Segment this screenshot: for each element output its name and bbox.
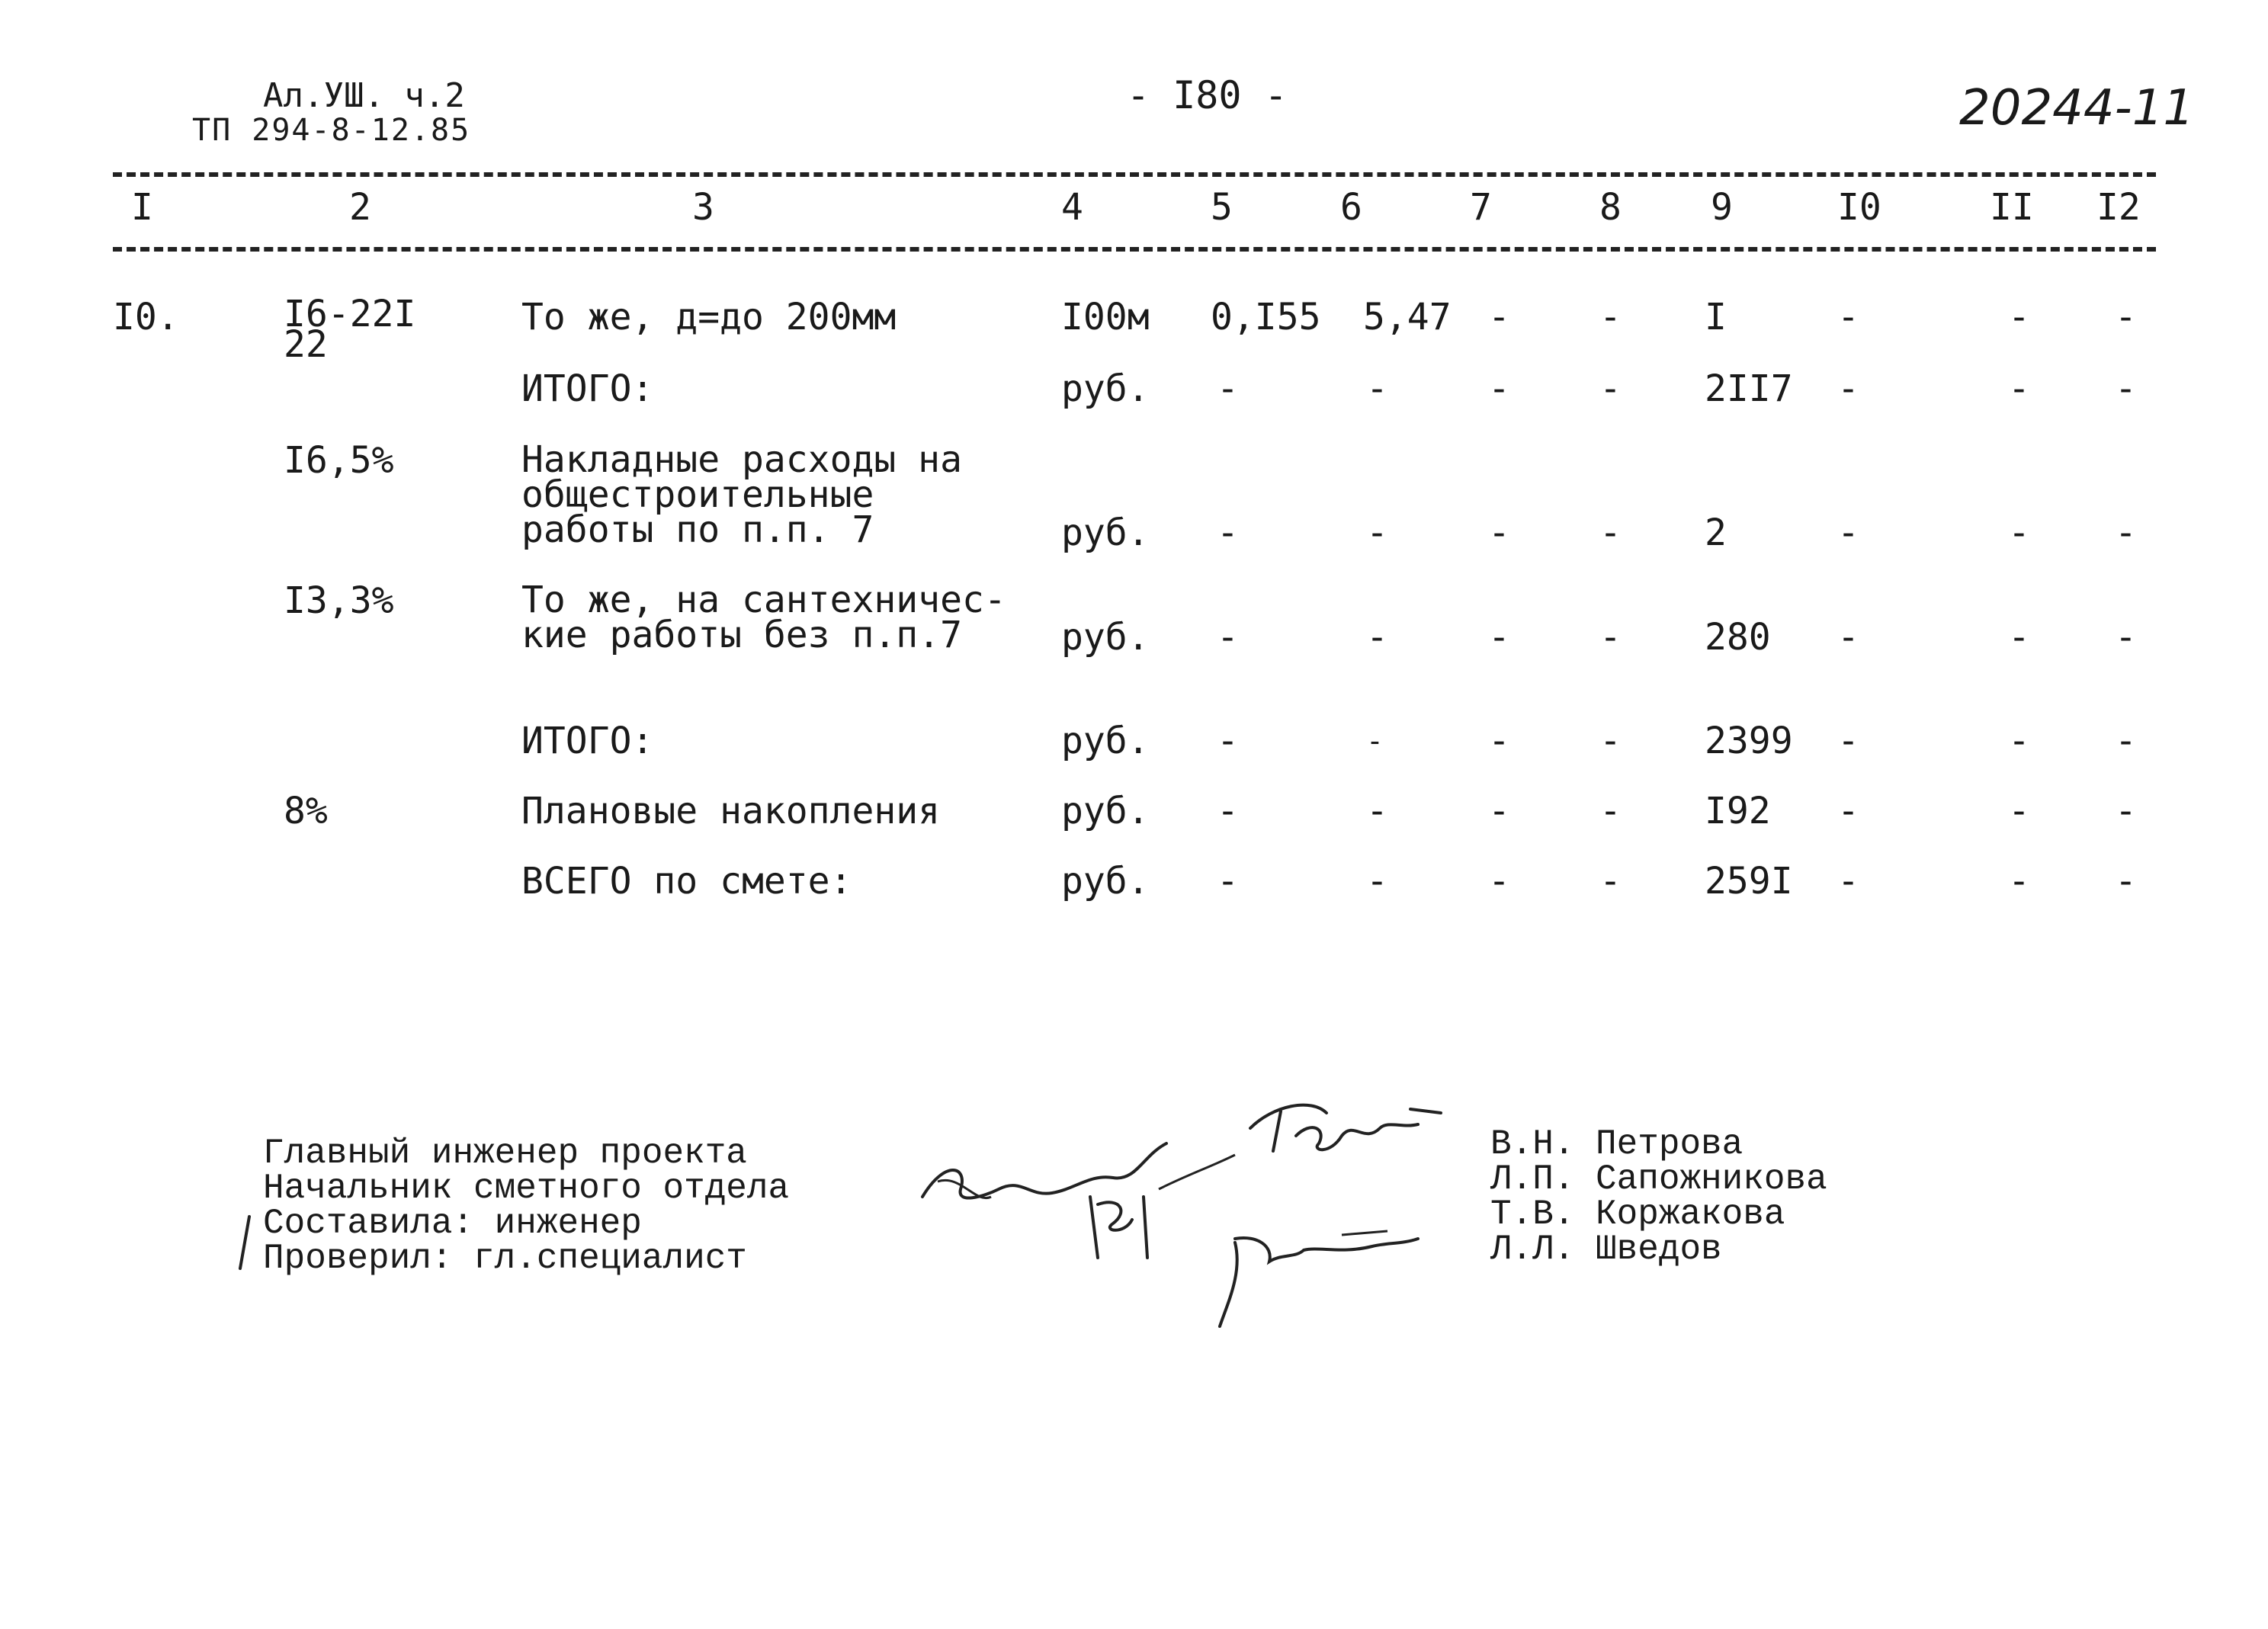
- quantity: -: [1217, 511, 1239, 554]
- rate-code: I3,3%: [284, 579, 394, 622]
- rate-code: 8%: [284, 790, 328, 832]
- column-header: 2: [349, 186, 371, 229]
- unit: руб.: [1061, 860, 1150, 903]
- tp-label: ТП 294-8-12.85: [192, 113, 471, 148]
- quantity: -: [1217, 616, 1239, 659]
- column-header: I0: [1837, 186, 1881, 229]
- col11-value: -: [2008, 860, 2030, 903]
- col12-value: -: [2115, 296, 2137, 338]
- col8-value: -: [1599, 511, 1622, 554]
- total-value: I92: [1705, 790, 1771, 832]
- column-header: I2: [2096, 186, 2141, 229]
- rate-code: I6,5%: [284, 439, 394, 482]
- row-number: I0.: [113, 296, 179, 338]
- col10-value: -: [1837, 511, 1859, 554]
- col10-value: -: [1837, 860, 1859, 903]
- quantity: -: [1217, 367, 1239, 410]
- column-header: 9: [1711, 186, 1733, 229]
- page-number: - I80 -: [1127, 73, 1288, 117]
- quantity: -: [1217, 720, 1239, 762]
- item-description: ВСЕГО по смете:: [521, 860, 852, 903]
- item-description: ИТОГО:: [521, 720, 654, 762]
- unit-price: -: [1366, 860, 1388, 903]
- col7-value: -: [1488, 790, 1510, 832]
- signature-scribbles: [915, 1082, 1494, 1334]
- unit-price: 5,47: [1363, 296, 1452, 338]
- unit-price: -: [1366, 511, 1388, 554]
- col7-value: -: [1488, 296, 1510, 338]
- unit: руб.: [1061, 616, 1150, 659]
- col11-value: -: [2008, 790, 2030, 832]
- col12-value: -: [2115, 616, 2137, 659]
- item-description: ИТОГО:: [521, 367, 654, 410]
- document-number: 20244-11: [1959, 80, 2195, 136]
- col10-value: -: [1837, 296, 1859, 338]
- col7-value: -: [1488, 616, 1510, 659]
- series-label: Ал.УШ. ч.2: [263, 76, 465, 115]
- column-header: 7: [1470, 186, 1492, 229]
- column-header: II: [1990, 186, 2034, 229]
- unit-price: -: [1366, 616, 1388, 659]
- total-value: 2II7: [1705, 367, 1793, 410]
- total-value: I: [1705, 296, 1727, 338]
- unit: руб.: [1061, 790, 1150, 832]
- check-mark: [233, 1214, 263, 1275]
- total-value: 259I: [1705, 860, 1793, 903]
- header-rule-top: [113, 172, 2156, 177]
- col8-value: -: [1599, 860, 1622, 903]
- col11-value: -: [2008, 296, 2030, 338]
- column-header: 8: [1599, 186, 1622, 229]
- total-value: 2399: [1705, 720, 1793, 762]
- item-description: Плановые накопления: [521, 790, 941, 832]
- col12-value: -: [2115, 790, 2137, 832]
- col7-value: -: [1488, 511, 1510, 554]
- unit: I00м: [1061, 296, 1150, 338]
- col10-value: -: [1837, 790, 1859, 832]
- col12-value: -: [2115, 367, 2137, 410]
- unit: руб.: [1061, 367, 1150, 410]
- col12-value: -: [2115, 720, 2137, 762]
- unit-price: -: [1366, 790, 1388, 832]
- col8-value: -: [1599, 296, 1622, 338]
- col8-value: -: [1599, 616, 1622, 659]
- col11-value: -: [2008, 616, 2030, 659]
- col10-value: -: [1837, 616, 1859, 659]
- unit: руб.: [1061, 720, 1150, 762]
- quantity: 0,I55: [1211, 296, 1321, 338]
- column-header: 6: [1340, 186, 1362, 229]
- col11-value: -: [2008, 720, 2030, 762]
- col7-value: -: [1488, 720, 1510, 762]
- item-description: Накладные расходы на общестроительные работы по п.п. 7: [521, 438, 962, 551]
- col8-value: -: [1599, 367, 1622, 410]
- col7-value: -: [1488, 860, 1510, 903]
- signatory-titles: Главный инженер проекта Начальник сметного отдела Составила: инженер Проверил: гл.специалист: [263, 1134, 790, 1278]
- quantity: -: [1217, 860, 1239, 903]
- column-header: 3: [692, 186, 714, 229]
- header-rule-bottom: [113, 247, 2156, 252]
- unit-price: -: [1366, 367, 1388, 410]
- col8-value: -: [1599, 790, 1622, 832]
- column-header: 4: [1061, 186, 1083, 229]
- col11-value: -: [2008, 367, 2030, 410]
- unit-price: -: [1366, 724, 1384, 758]
- column-header: 5: [1211, 186, 1233, 229]
- col10-value: -: [1837, 367, 1859, 410]
- rate-code: I6-22I 22: [284, 293, 416, 366]
- quantity: -: [1217, 790, 1239, 832]
- col12-value: -: [2115, 511, 2137, 554]
- total-value: 280: [1705, 616, 1771, 659]
- col7-value: -: [1488, 367, 1510, 410]
- col12-value: -: [2115, 860, 2137, 903]
- total-value: 2: [1705, 511, 1727, 554]
- column-header: I: [131, 186, 153, 229]
- item-description: То же, д=до 200мм: [521, 296, 897, 338]
- col8-value: -: [1599, 720, 1622, 762]
- col10-value: -: [1837, 720, 1859, 762]
- col11-value: -: [2008, 511, 2030, 554]
- signatory-names: В.Н. Петрова Л.П. Сапожникова Т.В. Коржакова Л.Л. Шведов: [1490, 1124, 1827, 1269]
- unit: руб.: [1061, 511, 1150, 554]
- item-description: То же, на сантехничес- кие работы без п.п.7: [521, 579, 1006, 656]
